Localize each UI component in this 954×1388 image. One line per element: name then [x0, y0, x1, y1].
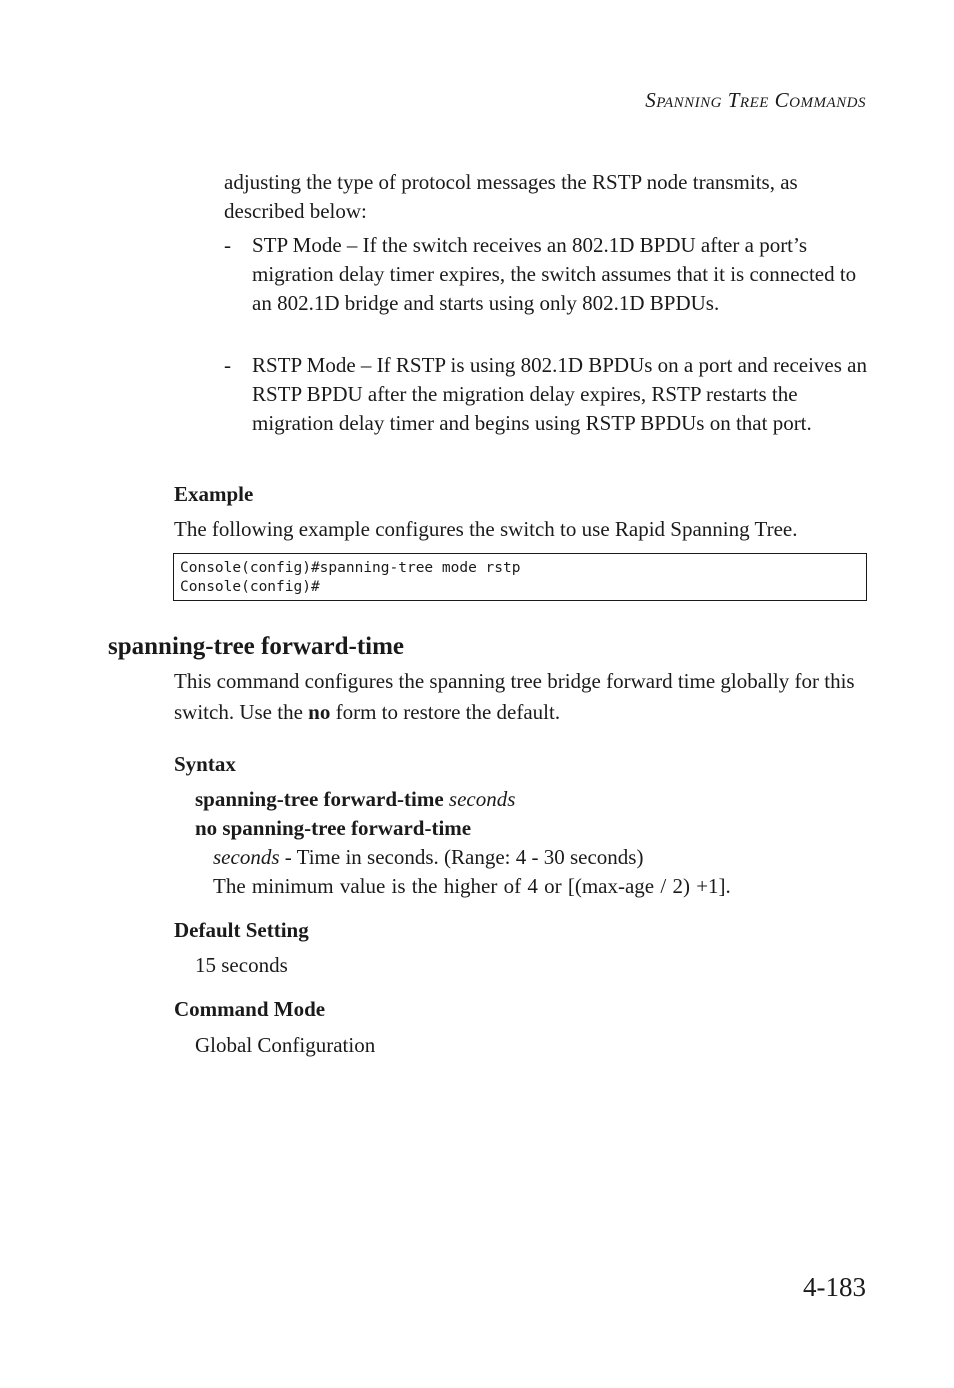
command-description-pre: This command configures the spanning tree bridge forward time globally for this switch. Use the	[174, 669, 855, 724]
running-header: Spanning Tree Commands	[645, 88, 866, 112]
code-line: Console(config)#	[180, 579, 320, 595]
bullet-dash: -	[224, 353, 231, 377]
parameter-range: - Time in seconds. (Range: 4 - 30 seconds)	[279, 845, 644, 869]
code-line: Console(config)#spanning-tree mode rstp	[180, 560, 521, 576]
page-number: 4-183	[803, 1272, 866, 1302]
syntax-command: spanning-tree forward-time	[195, 787, 444, 811]
syntax-line-set	[195, 787, 515, 812]
command-title: spanning-tree forward-time	[108, 633, 405, 660]
example-heading: Example	[174, 482, 254, 506]
parameter-note: The minimum value is the higher of 4 or [(max-age / 2) +1].	[213, 874, 731, 898]
command-description-post: form to restore the default.	[330, 700, 561, 724]
list-item	[224, 231, 869, 318]
parameter-description	[213, 845, 643, 870]
example-description: The following example configures the switch to use Rapid Spanning Tree.	[174, 517, 798, 541]
intro-paragraph: adjusting the type of protocol messages the RSTP node transmits, as described below:	[224, 170, 798, 223]
command-description-keyword: no	[308, 700, 331, 724]
syntax-line-no: no spanning-tree forward-time	[195, 816, 472, 840]
default-setting-value: 15 seconds	[195, 953, 288, 977]
default-setting-heading: Default Setting	[174, 918, 309, 942]
syntax-argument: seconds	[448, 787, 516, 811]
command-mode-heading: Command Mode	[174, 997, 326, 1021]
bullet-dash: -	[224, 233, 231, 257]
command-description	[174, 666, 874, 728]
bullet-text: STP Mode – If the switch receives an 802.1D BPDU after a port’s migration delay timer expires, the switch assumes that it is connected to an 802.1D bridge and starts using only 802.1D BPDUs.	[252, 233, 857, 315]
parameter-name: seconds	[213, 845, 280, 869]
list-item	[224, 351, 869, 438]
syntax-heading: Syntax	[174, 752, 236, 776]
command-mode-value: Global Configuration	[195, 1033, 376, 1057]
bullet-text: RSTP Mode – If RSTP is using 802.1D BPDUs on a port and receives an RSTP BPDU after the migration delay expires, RSTP restarts the migration delay timer and begins using RSTP BPDUs on that port.	[252, 353, 867, 435]
code-example-box	[173, 553, 867, 601]
